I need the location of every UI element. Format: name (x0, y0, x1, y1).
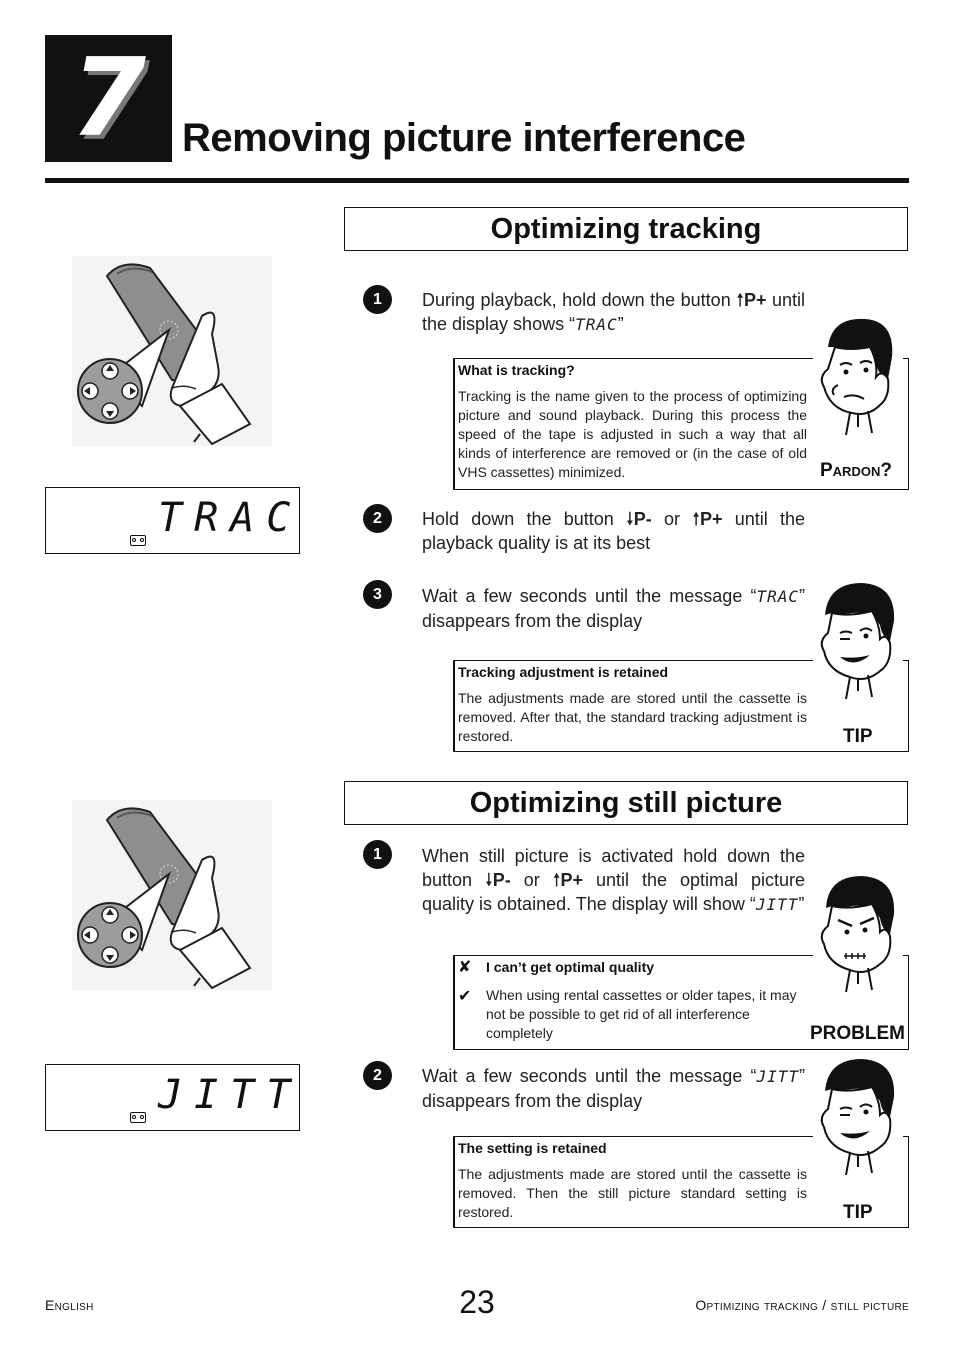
button-label: P+ (743, 290, 767, 310)
problem-box (453, 955, 909, 1050)
info-box-what-is-tracking (453, 358, 909, 490)
confused-character-icon (810, 317, 905, 442)
cassette-icon (130, 1112, 146, 1123)
tip-title: Tracking adjustment is retained (458, 664, 669, 680)
page-title: Removing picture interference (182, 116, 746, 160)
problem-question: I can’t get optimal quality (486, 959, 655, 975)
problem-answer: When using rental cassettes or older tapes, it may not be possible to get rid of all interference completely (486, 987, 797, 1041)
winking-character-icon (810, 1057, 905, 1182)
check-icon: ✔ (458, 986, 472, 1005)
remote-control-illustration (72, 800, 272, 990)
tip-title: The setting is retained (458, 1140, 607, 1156)
step-number: 2 (363, 1061, 392, 1090)
frustrated-character-icon (810, 874, 905, 999)
cassette-icon (130, 535, 146, 546)
step-number: 1 (363, 840, 392, 869)
tip-tag: TIP (843, 1202, 873, 1223)
tip-box-setting-retained (453, 1136, 909, 1228)
step-number: 3 (363, 580, 392, 609)
down-arrow-icon: 🠗 (626, 509, 634, 529)
vcr-display-panel (45, 487, 303, 554)
step-number: 1 (363, 285, 392, 314)
vcr-display-panel (45, 1064, 303, 1131)
info-title: What is tracking? (458, 362, 575, 378)
section-heading-tracking: Optimizing tracking (344, 207, 908, 251)
step-text: During playback, hold down the button 🠕P+ until the display shows “TRAC” (422, 290, 805, 334)
chapter-number-box (45, 35, 172, 162)
footer-language: English (45, 1297, 94, 1313)
display-text: JITT (158, 1072, 303, 1118)
info-tag: Pardon? (820, 460, 892, 481)
title-divider (45, 178, 909, 183)
remote-control-illustration (72, 256, 272, 446)
step-text: When still picture is activated hold down the button 🠗P- or 🠕P+ until the optimal picture quality is obtained. The display will show “JITT” (422, 846, 806, 914)
down-arrow-icon: 🠗 (485, 870, 493, 890)
tip-tag: TIP (843, 726, 873, 747)
step-text: Wait a few seconds until the message “JITT” disappears from the display (422, 1066, 805, 1111)
section-heading-still-picture: Optimizing still picture (344, 781, 908, 825)
footer-section-title: Optimizing tracking / still picture (695, 1297, 909, 1313)
step-number: 2 (363, 504, 392, 533)
display-text: TRAC (158, 495, 303, 541)
info-body: Tracking is the name given to the process of optimizing picture and sound playback. During this process the speed of the tape is adjusted in such a way that all kinds of interference are removed or (in the case of old VHS cassettes) minimized. (458, 388, 807, 480)
cross-icon: ✘ (458, 957, 472, 976)
winking-character-icon (810, 581, 905, 706)
chapter-number: 7 (70, 36, 147, 161)
problem-tag: PROBLEM (810, 1023, 905, 1044)
up-arrow-icon: 🠕 (736, 290, 744, 310)
tip-box-tracking-retained (453, 660, 909, 752)
step-text: Wait a few seconds until the message “TRAC” disappears from the display (422, 586, 805, 631)
tip-body: The adjustments made are stored until the cassette is removed. After that, the standard tracking adjustment is restored. (458, 690, 807, 744)
tip-body: The adjustments made are stored until the cassette is removed. Then the still picture standard setting is restored. (458, 1166, 807, 1220)
up-arrow-icon: 🠕 (692, 509, 700, 529)
page-number: 23 (459, 1284, 495, 1320)
step-text: Hold down the button 🠗P- or 🠕P+ until the playback quality is at its best (422, 509, 805, 553)
up-arrow-icon: 🠕 (552, 870, 561, 890)
